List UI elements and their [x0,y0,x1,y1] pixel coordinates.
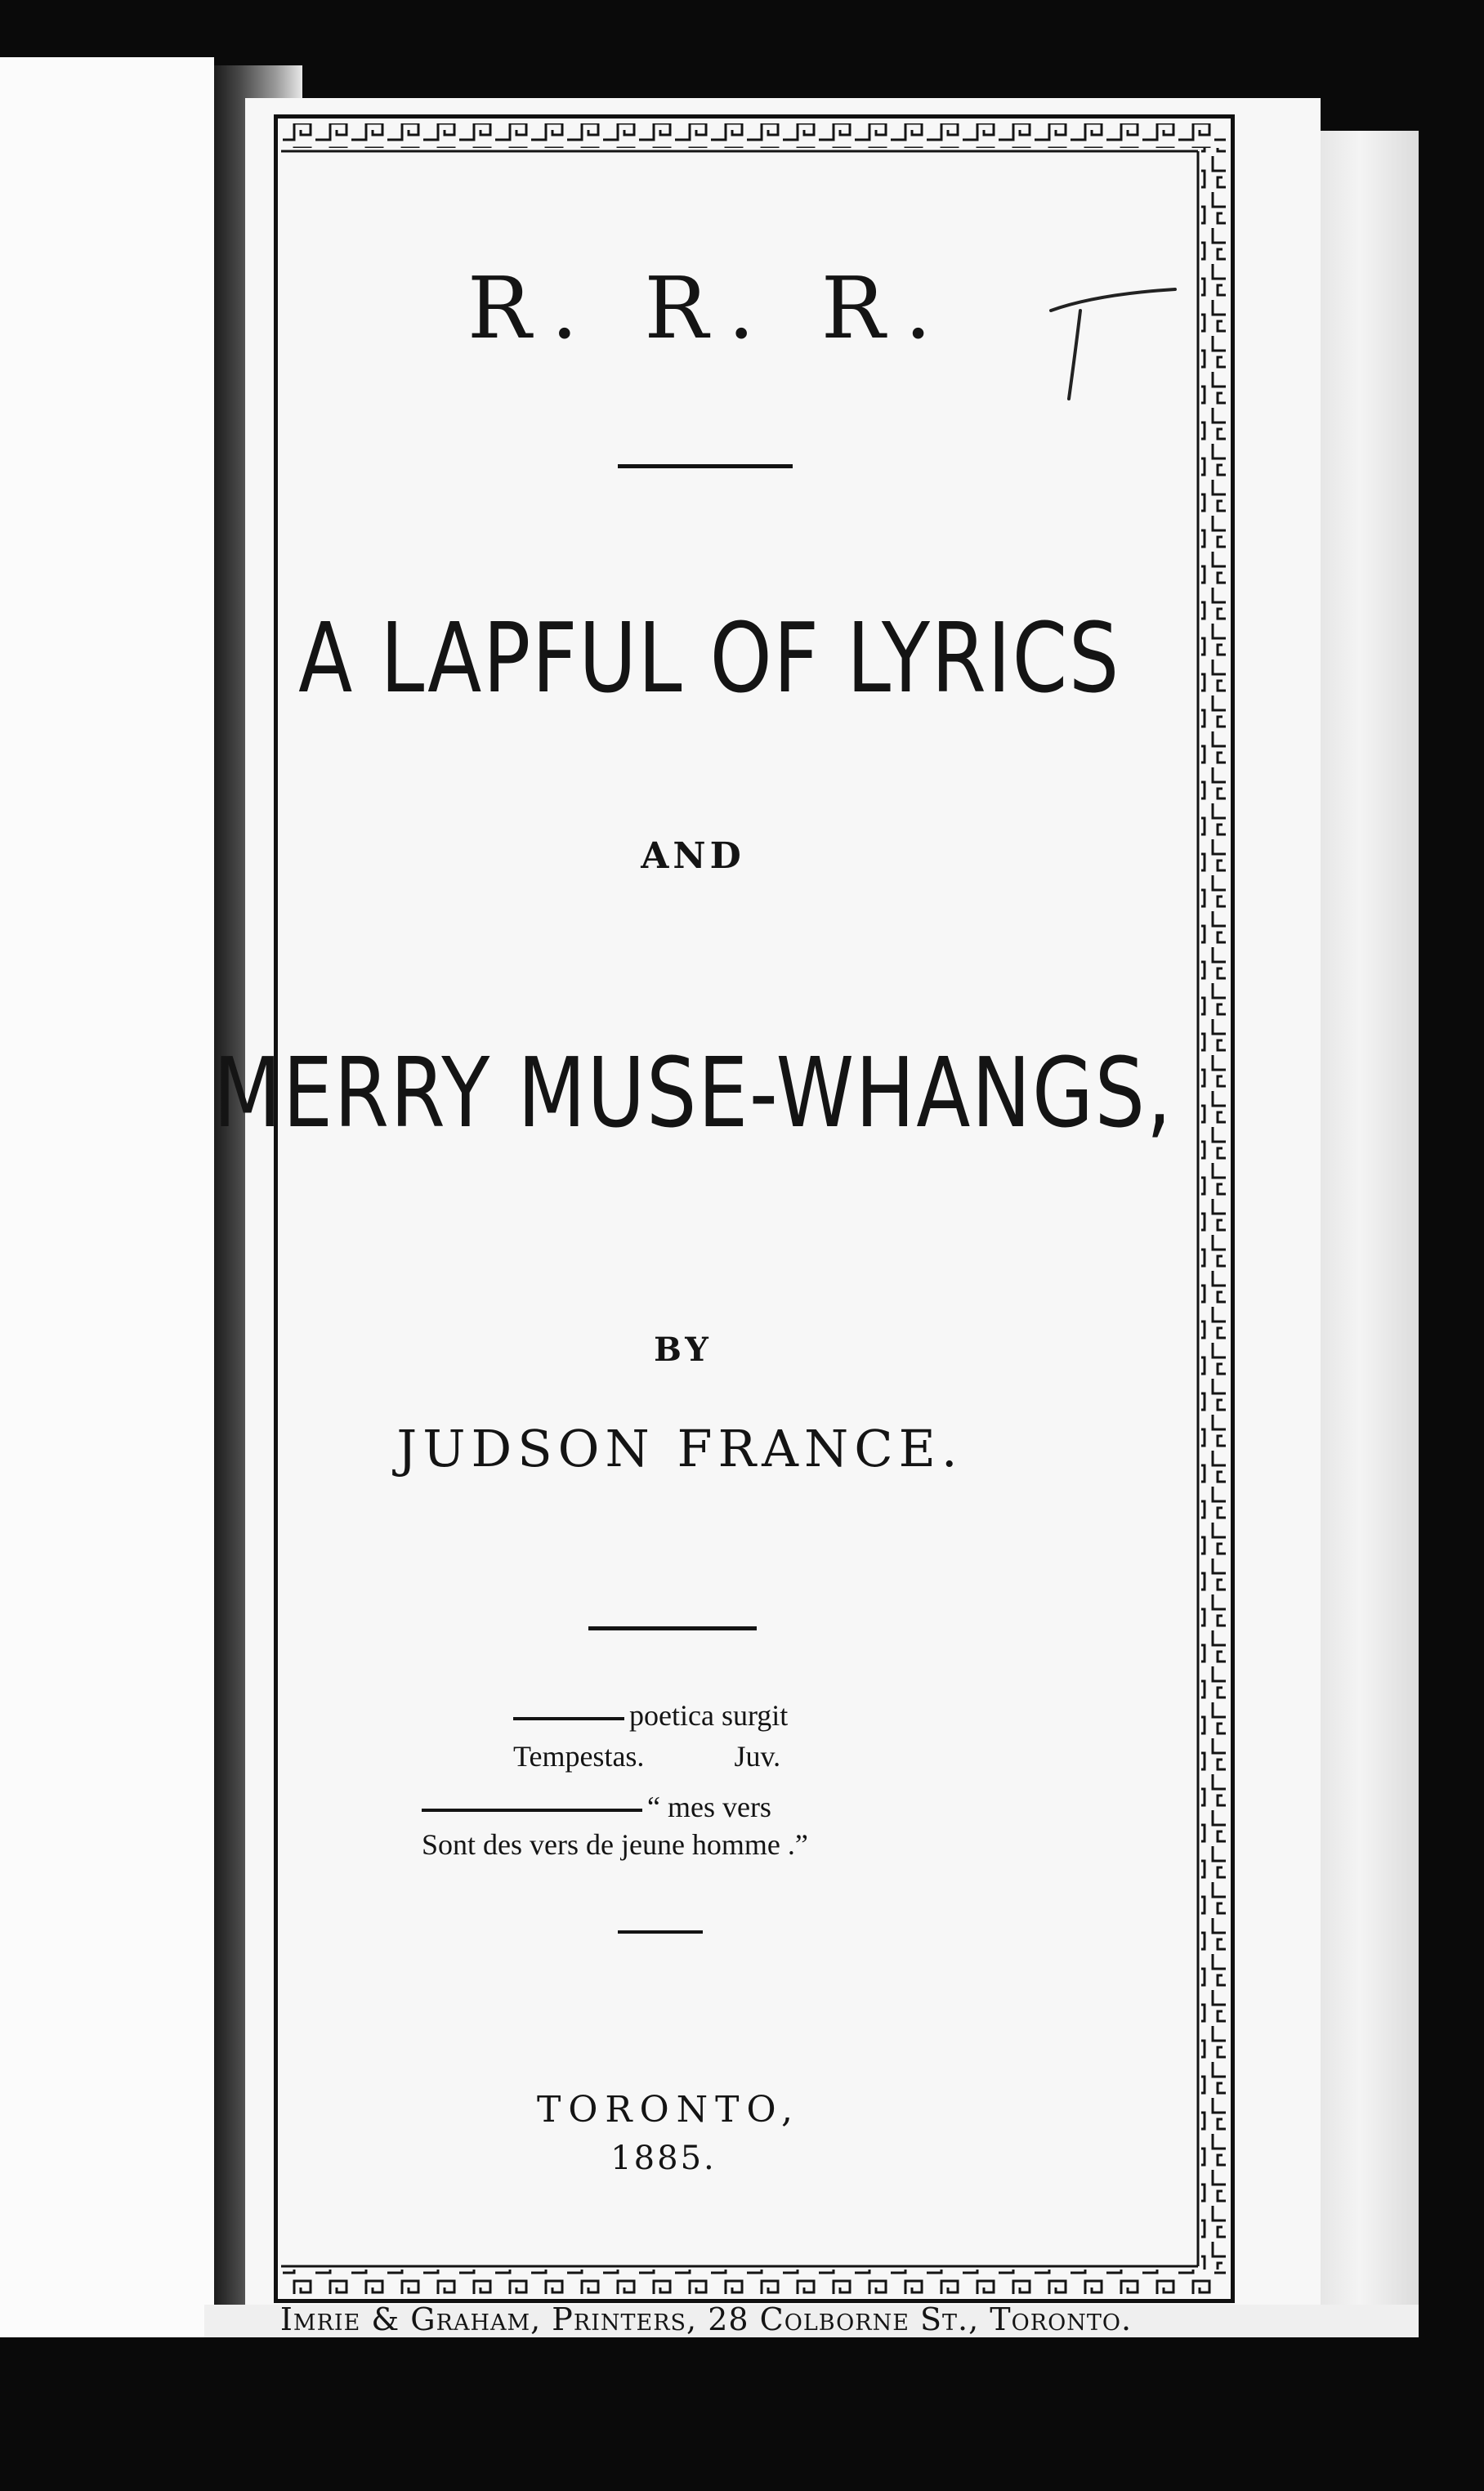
em-dash-rule [422,1809,642,1812]
title-line-2: MERRY MUSE-WHANGS, [212,1036,1173,1149]
greek-key-border [274,114,1235,2303]
page-edge [1321,131,1419,2337]
left-blank-page [0,57,214,2337]
handwritten-mark [1048,286,1187,409]
series-mark: R. R. R. [467,258,952,358]
epigraph-1-line-2: Tempestas. Juv. [513,1740,781,1773]
epigraph-2-line-2: Sont des vers de jeune homme .” [422,1828,808,1861]
divider-rule-2 [588,1626,757,1630]
title-line-1: A LAPFUL OF LYRICS [298,602,1120,714]
em-dash-rule [513,1717,624,1720]
greek-key-pattern [278,119,1231,2299]
publication-year: 1885. [610,2140,717,2177]
epigraph-2-line-1: “ mes vers [422,1790,771,1824]
author-name: JUDSON FRANCE. [396,1419,963,1478]
divider-rule-3 [618,1930,703,1934]
publication-place: TORONTO, [537,2089,800,2131]
divider-rule-1 [618,464,793,468]
title-conjunction: AND [641,835,745,877]
epigraph-1-line-1: poetica surgit [513,1698,788,1733]
byline-by: BY [654,1330,713,1369]
printer-imprint: Imrie & Graham, Printers, 28 Colborne St., Toronto. [279,2301,1133,2337]
